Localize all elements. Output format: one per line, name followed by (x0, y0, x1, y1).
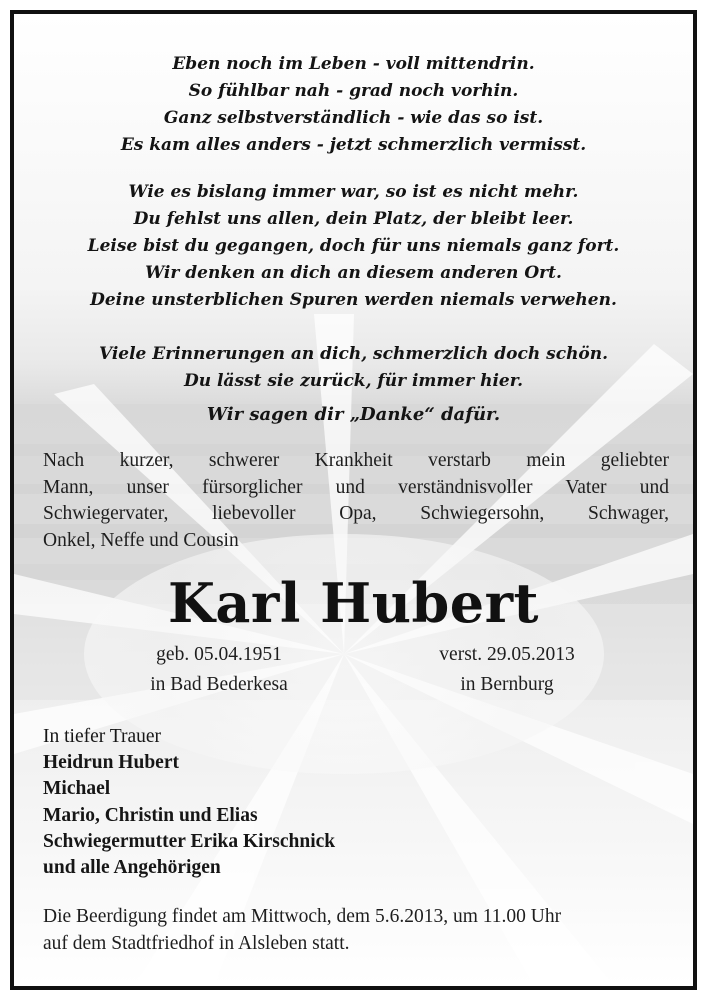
announcement-line: Mann, unser fürsorglicher und verständnisvoller Vater und (43, 476, 669, 498)
poem-line: Es kam alles anders - jetzt schmerzlich vermisst. (120, 135, 587, 155)
poem-line: Wie es bislang immer war, so ist es nicht mehr. (128, 182, 579, 202)
poem-stanza-1 (14, 51, 693, 159)
death-announcement-text (43, 448, 669, 554)
mourners-heading: In tiefer Trauer (43, 726, 162, 747)
mourner-name: Heidrun Hubert (43, 752, 179, 774)
obituary-notice (10, 10, 697, 990)
funeral-info (43, 904, 673, 957)
announcement-line: Nach kurzer, schwerer Krankheit verstarb mein geliebter (43, 450, 669, 471)
birth-info (104, 640, 334, 700)
death-date: verst. 29.05.2013 (439, 644, 575, 665)
funeral-line: auf dem Stadtfriedhof in Alsleben statt. (43, 932, 350, 954)
poem-line: So fühlbar nah - grad noch vorhin. (188, 81, 519, 101)
poem-line: Du lässt sie zurück, für immer hier. (183, 371, 524, 391)
mourner-name: Mario, Christin und Elias (43, 804, 258, 826)
death-place: in Bernburg (460, 674, 554, 695)
announcement-line: Schwiegervater, liebevoller Opa, Schwiegersohn, Schwager, (43, 503, 669, 524)
birth-date: geb. 05.04.1951 (156, 644, 282, 665)
death-info (392, 640, 622, 700)
poem-stanza-3 (14, 341, 693, 395)
poem-line: Wir denken an dich an diesem anderen Ort. (145, 263, 562, 283)
poem-stanza-2 (14, 179, 693, 314)
announcement-line: Onkel, Neffe und Cousin (43, 529, 239, 551)
mourner-name: und alle Angehörigen (43, 857, 221, 879)
thanks-line: Wir sagen dir „Danke“ dafür. (206, 404, 501, 425)
poem-line: Deine unsterblichen Spuren werden niemals verwehen. (90, 290, 617, 310)
deceased-name: Karl Hubert (168, 571, 539, 635)
poem-line: Du fehlst uns allen, dein Platz, der bleibt leer. (133, 209, 574, 229)
poem-line: Eben noch im Leben - voll mittendrin. (172, 54, 535, 74)
birth-place: in Bad Bederkesa (150, 674, 288, 695)
mourners-list (43, 724, 643, 881)
poem-line: Leise bist du gegangen, doch für uns niemals ganz fort. (87, 236, 620, 256)
poem-line: Viele Erinnerungen an dich, schmerzlich doch schön. (98, 344, 609, 364)
mourner-name: Schwiegermutter Erika Kirschnick (43, 830, 336, 852)
funeral-line: Die Beerdigung findet am Mittwoch, dem 5.6.2013, um 11.00 Uhr (43, 906, 562, 927)
mourner-name: Michael (43, 778, 111, 800)
poem-line: Ganz selbstverständlich - wie das so ist. (163, 108, 544, 128)
